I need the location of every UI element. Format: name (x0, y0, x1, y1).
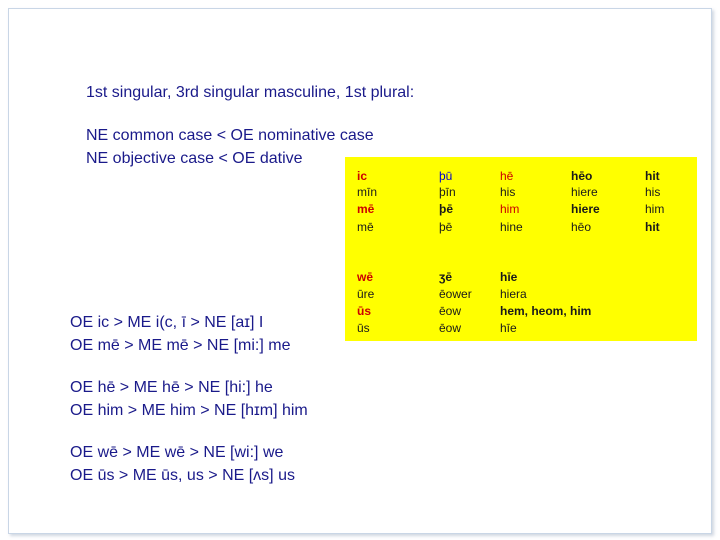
table-cell: mē (357, 220, 374, 234)
table-cell: ʒē (439, 270, 452, 284)
table-cell: hiera (500, 287, 527, 301)
table-cell: him (645, 202, 665, 216)
rule-objective-case: NE objective case < OE dative (86, 150, 303, 167)
pronoun-table (345, 157, 697, 341)
derivation-line-he: OE hē > ME hē > NE [hi:] he (70, 379, 273, 396)
table-cell: mē (357, 202, 375, 216)
table-cell: hit (645, 169, 660, 183)
table-cell: þīn (439, 185, 456, 199)
table-cell: mīn (357, 185, 378, 199)
table-cell: ēow (439, 304, 462, 318)
table-cell: ūre (357, 287, 375, 301)
table-cell: hiere (571, 202, 600, 216)
table-cell: hīe (500, 321, 517, 335)
table-cell: þē (439, 202, 454, 216)
table-cell: þē (439, 220, 453, 234)
table-cell: him (500, 202, 520, 216)
table-cell: his (500, 185, 516, 199)
derivation-line-us: OE ūs > ME ūs, us > NE [ʌs] us (70, 467, 295, 484)
slide-heading: 1st singular, 3rd singular masculine, 1st plural: (86, 84, 415, 101)
table-cell: hem, heom, him (500, 304, 592, 318)
derivation-line-me: OE mē > ME mē > NE [mi:] me (70, 337, 291, 354)
table-cell: ic (357, 169, 368, 183)
derivation-line-i: OE ic > ME i(c, ī > NE [aɪ] I (70, 314, 264, 331)
table-cell: hit (645, 220, 660, 234)
derivation-line-him: OE him > ME him > NE [hɪm] him (70, 402, 308, 419)
table-cell: hēo (571, 220, 592, 234)
table-cell: hē (500, 169, 514, 183)
derivation-line-we: OE wē > ME wē > NE [wi:] we (70, 444, 284, 461)
table-cell: ūs (357, 321, 370, 335)
table-cell: ūs (357, 304, 372, 318)
table-cell: wē (357, 270, 374, 284)
table-cell: his (645, 185, 661, 199)
table-cell: hīe (500, 270, 518, 284)
table-cell: þū (439, 169, 453, 183)
table-cell: ēow (439, 321, 462, 335)
table-cell: hine (500, 220, 523, 234)
table-cell: hiere (571, 185, 598, 199)
table-cell: ēower (439, 287, 472, 301)
rule-common-case: NE common case < OE nominative case (86, 127, 374, 144)
table-cell: hēo (571, 169, 593, 183)
